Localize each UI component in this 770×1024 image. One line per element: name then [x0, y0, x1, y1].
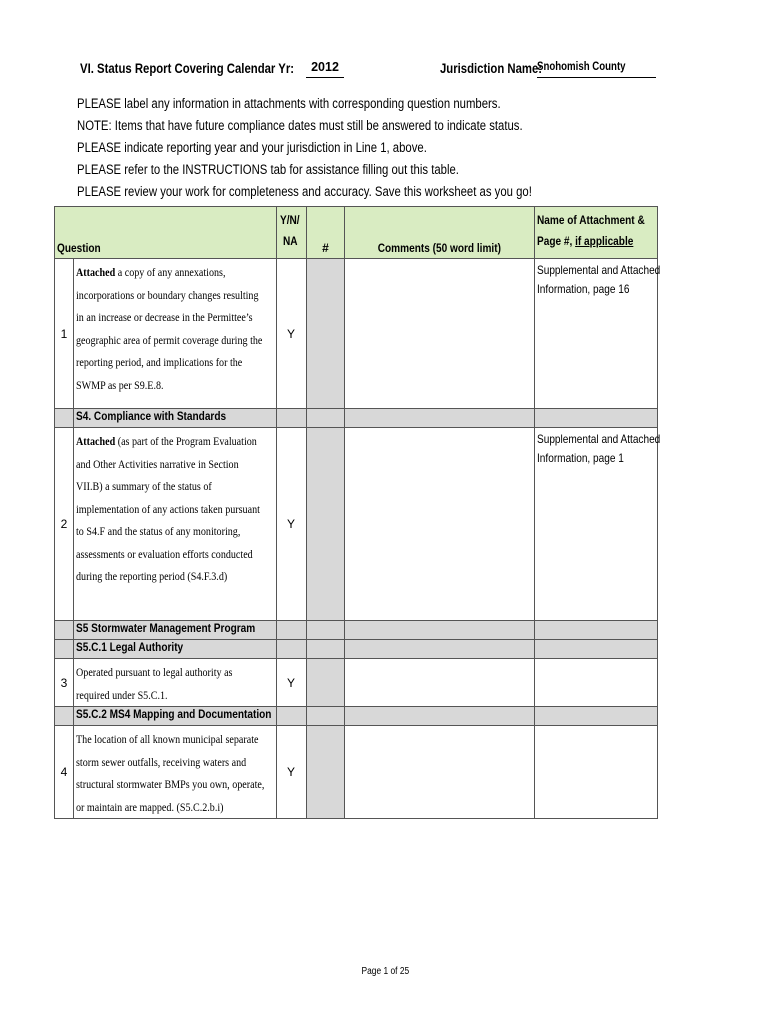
number-cell	[307, 259, 345, 409]
attachment-cell[interactable]: Supplemental and Attached Information, page 16	[535, 259, 658, 409]
comments-cell[interactable]	[345, 428, 535, 621]
section-title: S5.C.1 Legal Authority	[74, 640, 277, 659]
comments-cell[interactable]	[345, 726, 535, 819]
jurisdiction-label: Jurisdiction Name:	[440, 61, 543, 76]
question-text: Attached (as part of the Program Evaluation and Other Activities narrative in Section VII.B) a summary of the status of implementation of any actions taken pursuant to S4.F and the status of any monitoring, assessments or evaluation efforts conducted during the reporting period (S4.F.3.d)	[74, 428, 277, 621]
number-cell	[307, 428, 345, 621]
section-title: S5.C.2 MS4 Mapping and Documentation	[74, 707, 277, 726]
column-header-question: Question	[55, 207, 277, 259]
section-row	[55, 707, 658, 726]
answer-cell[interactable]: Y	[277, 428, 307, 621]
answer-cell[interactable]: Y	[277, 726, 307, 819]
column-header-comments: Comments (50 word limit)	[345, 207, 535, 259]
table-row	[55, 659, 658, 707]
attachment-cell[interactable]: Supplemental and Attached Information, page 1	[535, 428, 658, 621]
question-number: 2	[55, 428, 74, 621]
section-row	[55, 621, 658, 640]
table-row	[55, 428, 658, 621]
question-number: 3	[55, 659, 74, 707]
table-row	[55, 726, 658, 819]
question-text: Attached a copy of any annexations, incorporations or boundary changes resulting in an increase or decrease in the Permittee’s geographic area of permit coverage during the reporting period, and implications for the SWMP as per S9.E.8.	[74, 259, 277, 409]
table-header-row	[55, 207, 658, 259]
report-title: VI. Status Report Covering Calendar Yr:	[80, 61, 295, 76]
page-footer: Page 1 of 25	[361, 966, 409, 977]
jurisdiction-name-field[interactable]: Snohomish County	[537, 61, 656, 78]
question-number: 4	[55, 726, 74, 819]
section-title: S5 Stormwater Management Program	[74, 621, 277, 640]
instruction-line: PLEASE indicate reporting year and your jurisdiction in Line 1, above.	[77, 140, 427, 155]
table-row	[55, 259, 658, 409]
number-cell	[307, 726, 345, 819]
column-header-attachment: Name of Attachment & Page #, if applicable	[535, 207, 658, 259]
question-text: The location of all known municipal separate storm sewer outfalls, receiving waters and structural stormwater BMPs you own, operate, or maintain are mapped. (S5.C.2.b.i)	[74, 726, 277, 819]
question-number: 1	[55, 259, 74, 409]
section-row	[55, 409, 658, 428]
answer-cell[interactable]: Y	[277, 659, 307, 707]
column-header-number: #	[307, 207, 345, 259]
column-header-yn: Y/N/ NA	[277, 207, 307, 259]
instruction-line: PLEASE refer to the INSTRUCTIONS tab for assistance filling out this table.	[77, 162, 459, 177]
number-cell	[307, 659, 345, 707]
status-report-table	[54, 206, 661, 819]
instruction-line: PLEASE review your work for completeness and accuracy. Save this worksheet as you go!	[77, 184, 532, 199]
instruction-line: PLEASE label any information in attachments with corresponding question numbers.	[77, 96, 501, 111]
attachment-cell[interactable]	[535, 659, 658, 707]
attachment-cell[interactable]	[535, 726, 658, 819]
question-text: Operated pursuant to legal authority as required under S5.C.1.	[74, 659, 277, 707]
section-title: S4. Compliance with Standards	[74, 409, 277, 428]
comments-cell[interactable]	[345, 259, 535, 409]
instruction-line: NOTE: Items that have future compliance dates must still be answered to indicate status.	[77, 118, 523, 133]
calendar-year-field[interactable]: 2012	[306, 60, 344, 78]
answer-cell[interactable]: Y	[277, 259, 307, 409]
section-row	[55, 640, 658, 659]
comments-cell[interactable]	[345, 659, 535, 707]
